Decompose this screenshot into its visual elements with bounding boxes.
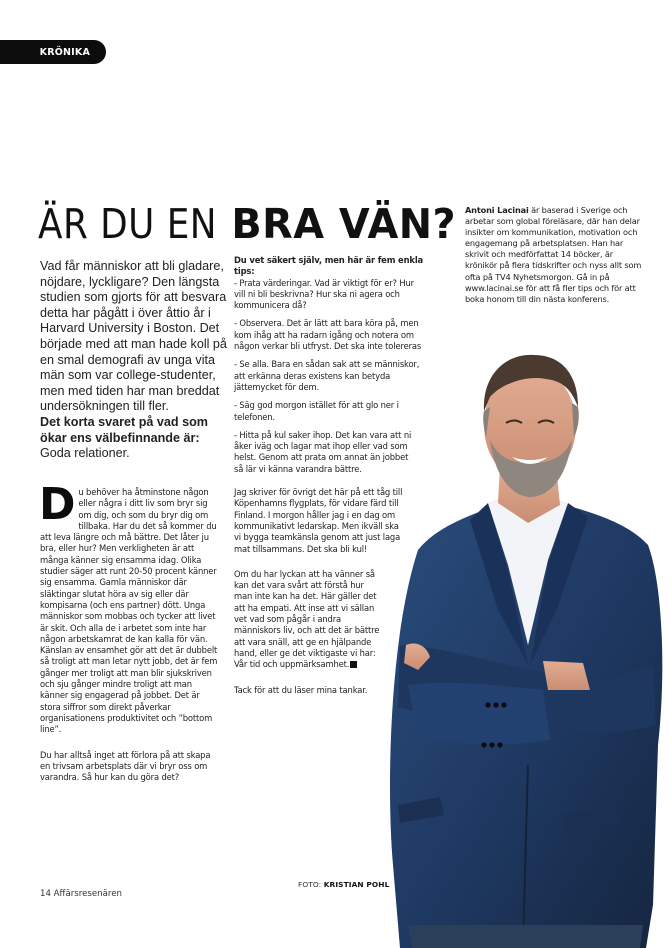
tip-item: - Hitta på kul saker ihop. Det kan vara att ni åker iväg och lagar mat ihop eller vad som helst. Genom att prata om annat än jobbet så lär vi känna varandra bättre. [234, 429, 412, 474]
lead-text: Vad får människor att bli gladare, nöjdare, lyckligare? Den längsta studien som gjorts för att besvara detta har pågått i över åttio år i Harvard University i Boston. Det började med att man hade koll på en smal demografi av unga vita män som var college-studenter, men med tiden har man breddat undersökningen till fler. [40, 259, 227, 414]
photographer-name: KRISTIAN POHL [323, 880, 390, 889]
body-paragraph [39, 479, 220, 736]
lead-paragraph [40, 259, 230, 462]
body-column-left [39, 479, 220, 793]
author-bio [465, 205, 645, 305]
author-bio-text: är baserad i Sverige och arbetar som global föreläsare, där han delar insikter om kommunikation, motivation och engagemang på arbetsplatsen. Han har skrivit och medförfattat 14 böcker, är krönikör på flera tidskrifter och nyss allt som ofta på TV4 Nyhetsmorgon. Gå in på www.lacinai.se för att få fler tips och för att boka honom till din nästa konferens. [465, 205, 642, 304]
tip-item: - Se alla. Bara en sådan sak att se människor, att erkänna deras existens kan betyda jättemycket för dem. [234, 359, 420, 392]
section-tag [0, 40, 106, 64]
photo-credit-label: FOTO: [298, 880, 322, 889]
arm-front [408, 683, 550, 744]
paragraph-empathy-text: Om du har lyckan att ha vänner så kan det vara svårt att förstå hur man inte kan ha det. Här gäller det att ha empati. Att inse att vi sällan vet vad som pågår i andra människors liv, och att det är bättre att vara snäll, att ge en hjälpande hand, eller ge det viktigaste vi har: Vår tid och uppmärksamhet. [234, 568, 380, 670]
paragraph-train-text: Jag skriver för övrigt det här på ett tåg till Köpenhamns flygplats, för vidare färd till Finland. I morgon håller jag i en dag om kommunikativt ledarskap. Men ikväll ska vi bygga teamkänsla genom att just laga mat tillsammans. Det ska bli kul! [234, 487, 403, 554]
headline-bold: BRA VÄN? [231, 200, 457, 248]
tip-item: - Observera. Det är lätt att bara köra på, men kom ihåg att ha radarn igång och notera om någon verkar bli utfryst. Det ska inte tolereras [234, 318, 422, 352]
end-mark-icon [350, 661, 357, 668]
tip-item: - Säg god morgon istället för att glo ner i telefonen. [234, 400, 399, 422]
section-label: KRÖNIKA [39, 46, 90, 58]
headline [38, 198, 456, 250]
publication-name: Affärsresenären [53, 889, 122, 899]
drop-cap: D [39, 479, 76, 530]
lead-question: Det korta svaret på vad som ökar ens välbefinnande är: [40, 414, 208, 445]
body-paragraph: Du har alltså inget att förlora på att skapa en trivsam arbetsplats där vi bryr oss om varandra. Så hur kan du göra det? [40, 749, 211, 783]
page-footer [40, 889, 122, 899]
tips-block [234, 255, 424, 311]
paragraph-empathy [234, 569, 382, 671]
hand-right [543, 661, 590, 690]
headline-light: ÄR DU EN [38, 200, 218, 248]
sign-off: Tack för att du läser mina tankar. [234, 684, 368, 695]
tips-heading: Du vet säkert själv, men här är fem enkla tips: [234, 255, 424, 277]
lead-answer: Goda relationer. [40, 446, 130, 461]
page-number: 14 [40, 889, 51, 899]
tip-item: - Prata värderingar. Vad är viktigt för er? Hur vill ni bli beskrivna? Hur ska ni agera och kommunicera då? [234, 277, 414, 311]
author-portrait [378, 345, 671, 948]
body-paragraph-text: u behöver ha åtminstone någon eller några i ditt liv som bryr sig om dig, och som du bryr dig om tillbaka. Har du det så kommer du att leva längre och må bättre. Det låter ju bra, eller hur? Men verkligheten är att många känner sig ensamma idag. Olika studier säger att runt 20-50 procent känner sig ensamma. Gamla människor där släktingar slutat höra av sig eller där kompisarna (och ens partner) dött. Unga människor som mobbas och tycker att livet är skit. Och alla de i arbetet som inte har någon arbetskamrat de kan kalla för vän. Känslan av ensamhet gör att det är dubbelt så troligt att man letar nytt jobb, det är fem gånger mer troligt att man blir sjukskriven och sju gånger mindre troligt att man känner sig engagerad på jobbet. Det är stora siffror som direkt påverkar organisationens produktivitet och ”bottom line”. [40, 487, 218, 735]
photo-credit [298, 880, 389, 889]
author-name: Antoni Lacinai [465, 205, 529, 215]
